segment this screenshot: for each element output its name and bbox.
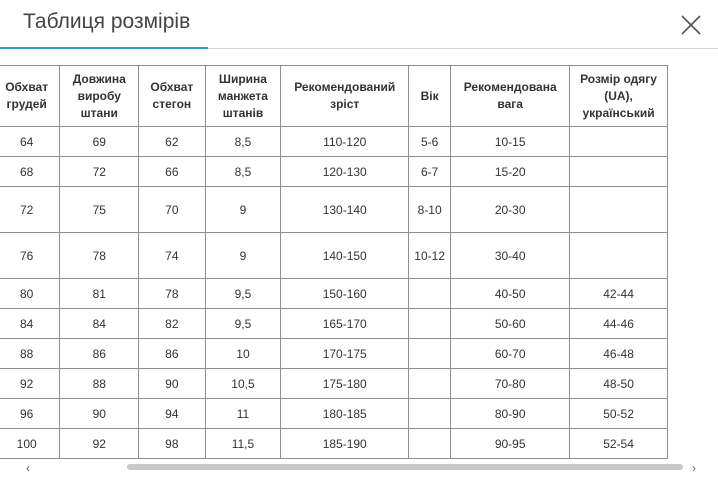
cell-pants-length: 72 xyxy=(60,157,139,187)
cell-chest: 100 xyxy=(0,429,60,459)
cell-weight: 70-80 xyxy=(451,369,570,399)
cell-cuff-width: 9,5 xyxy=(205,279,281,309)
header-ua-size: Розмір одягу (UA), український xyxy=(570,66,668,127)
cell-height: 170-175 xyxy=(281,339,409,369)
modal-header xyxy=(0,0,718,50)
cell-chest: 84 xyxy=(0,309,60,339)
cell-cuff-width: 11,5 xyxy=(205,429,281,459)
cell-pants-length: 88 xyxy=(60,369,139,399)
cell-ua-size: 42-44 xyxy=(570,279,668,309)
cell-pants-length: 78 xyxy=(60,233,139,279)
cell-hips: 94 xyxy=(139,399,205,429)
cell-ua-size: 50-52 xyxy=(570,399,668,429)
cell-hips: 82 xyxy=(139,309,205,339)
modal-title: Таблиця розмірів xyxy=(23,10,191,33)
cell-weight: 10-15 xyxy=(451,127,570,157)
chevron-left-icon[interactable]: ‹ xyxy=(26,461,30,475)
cell-age: 5-6 xyxy=(409,127,451,157)
table-row xyxy=(0,369,668,399)
cell-height: 110-120 xyxy=(281,127,409,157)
cell-height: 185-190 xyxy=(281,429,409,459)
close-icon xyxy=(676,10,706,40)
table-row xyxy=(0,339,668,369)
header-height: Рекомендований зріст xyxy=(281,66,409,127)
cell-hips: 78 xyxy=(139,279,205,309)
cell-cuff-width: 10,5 xyxy=(205,369,281,399)
cell-pants-length: 86 xyxy=(60,339,139,369)
cell-ua-size xyxy=(570,157,668,187)
table-row xyxy=(0,279,668,309)
cell-ua-size: 44-46 xyxy=(570,309,668,339)
cell-age: 10-12 xyxy=(409,233,451,279)
header-weight: Рекомендована вага xyxy=(451,66,570,127)
table-row xyxy=(0,399,668,429)
cell-weight: 50-60 xyxy=(451,309,570,339)
cell-chest: 92 xyxy=(0,369,60,399)
cell-hips: 98 xyxy=(139,429,205,459)
cell-weight: 30-40 xyxy=(451,233,570,279)
cell-chest: 72 xyxy=(0,187,60,233)
cell-pants-length: 69 xyxy=(60,127,139,157)
cell-height: 150-160 xyxy=(281,279,409,309)
table-row xyxy=(0,187,668,233)
cell-pants-length: 75 xyxy=(60,187,139,233)
cell-chest: 68 xyxy=(0,157,60,187)
table-header-row xyxy=(0,66,668,127)
scrollbar-thumb[interactable] xyxy=(127,464,683,470)
table-row xyxy=(0,127,668,157)
header-age: Вік xyxy=(409,66,451,127)
cell-pants-length: 92 xyxy=(60,429,139,459)
cell-ua-size xyxy=(570,233,668,279)
cell-pants-length: 90 xyxy=(60,399,139,429)
cell-hips: 90 xyxy=(139,369,205,399)
cell-ua-size xyxy=(570,187,668,233)
cell-pants-length: 81 xyxy=(60,279,139,309)
cell-ua-size: 52-54 xyxy=(570,429,668,459)
cell-weight: 90-95 xyxy=(451,429,570,459)
cell-hips: 74 xyxy=(139,233,205,279)
header-cuff-width: Ширина манжета штанів xyxy=(205,66,281,127)
cell-weight: 80-90 xyxy=(451,399,570,429)
size-table-container[interactable] xyxy=(5,65,698,460)
header-hips: Обхват стегон xyxy=(139,66,205,127)
cell-hips: 66 xyxy=(139,157,205,187)
title-accent-underline xyxy=(0,47,208,49)
table-row xyxy=(0,233,668,279)
cell-chest: 64 xyxy=(0,127,60,157)
close-button[interactable] xyxy=(676,10,706,40)
size-table xyxy=(0,65,668,459)
cell-weight: 15-20 xyxy=(451,157,570,187)
cell-cuff-width: 9,5 xyxy=(205,309,281,339)
cell-hips: 62 xyxy=(139,127,205,157)
cell-chest: 80 xyxy=(0,279,60,309)
cell-chest: 96 xyxy=(0,399,60,429)
cell-weight: 60-70 xyxy=(451,339,570,369)
cell-age xyxy=(409,309,451,339)
table-row xyxy=(0,429,668,459)
cell-weight: 20-30 xyxy=(451,187,570,233)
cell-chest: 88 xyxy=(0,339,60,369)
cell-height: 175-180 xyxy=(281,369,409,399)
cell-cuff-width: 8,5 xyxy=(205,157,281,187)
cell-age xyxy=(409,339,451,369)
cell-height: 130-140 xyxy=(281,187,409,233)
header-pants-length: Довжина виробу штани xyxy=(60,66,139,127)
cell-hips: 70 xyxy=(139,187,205,233)
header-chest: Обхват грудей xyxy=(0,66,60,127)
table-row xyxy=(0,309,668,339)
cell-height: 180-185 xyxy=(281,399,409,429)
cell-cuff-width: 9 xyxy=(205,233,281,279)
cell-hips: 86 xyxy=(139,339,205,369)
cell-weight: 40-50 xyxy=(451,279,570,309)
cell-ua-size: 46-48 xyxy=(570,339,668,369)
cell-cuff-width: 10 xyxy=(205,339,281,369)
cell-age xyxy=(409,369,451,399)
cell-ua-size: 48-50 xyxy=(570,369,668,399)
cell-age: 8-10 xyxy=(409,187,451,233)
cell-cuff-width: 11 xyxy=(205,399,281,429)
cell-pants-length: 84 xyxy=(60,309,139,339)
table-row xyxy=(0,157,668,187)
cell-cuff-width: 8,5 xyxy=(205,127,281,157)
chevron-right-icon[interactable]: › xyxy=(692,461,696,475)
cell-chest: 76 xyxy=(0,233,60,279)
cell-age xyxy=(409,279,451,309)
cell-cuff-width: 9 xyxy=(205,187,281,233)
cell-height: 165-170 xyxy=(281,309,409,339)
cell-age: 6-7 xyxy=(409,157,451,187)
cell-age xyxy=(409,399,451,429)
horizontal-scrollbar[interactable] xyxy=(23,462,698,474)
cell-ua-size xyxy=(570,127,668,157)
cell-age xyxy=(409,429,451,459)
cell-height: 120-130 xyxy=(281,157,409,187)
cell-height: 140-150 xyxy=(281,233,409,279)
